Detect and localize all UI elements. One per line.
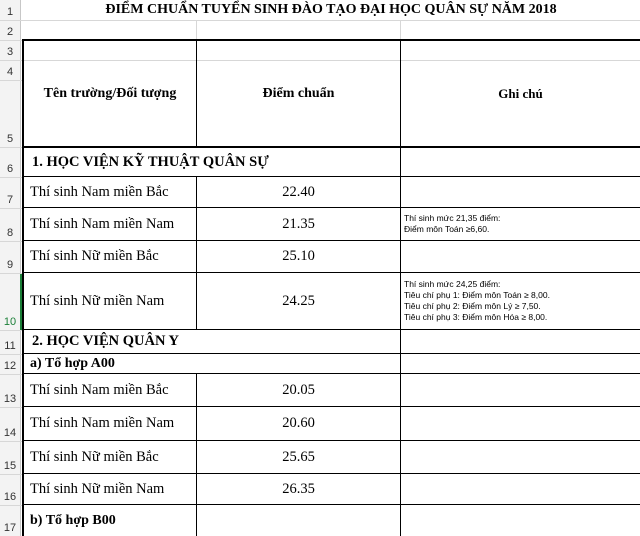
row-header-14[interactable]: 14 — [0, 407, 20, 441]
row-header-8[interactable]: 8 — [0, 208, 20, 241]
row-header-16[interactable]: 16 — [0, 474, 20, 505]
table-row-name[interactable]: Thí sinh Nữ miền Bắc — [30, 448, 159, 465]
table-row-name[interactable]: Thí sinh Nữ miền Nam — [30, 292, 165, 309]
row-header-3[interactable]: 3 — [0, 40, 20, 60]
row-header-5[interactable]: 5 — [0, 80, 20, 147]
note-line: Tiêu chí phụ 3: Điểm môn Hóa ≥ 8,00. — [404, 312, 548, 322]
table-row-name[interactable]: Thí sinh Nữ miền Nam — [30, 480, 165, 497]
table-row-name[interactable]: Thí sinh Nam miền Bắc — [30, 381, 169, 398]
note-line: Điểm môn Toán ≥6,60. — [404, 224, 490, 234]
subgroup-label-a00[interactable]: a) Tổ hợp A00 — [30, 355, 115, 371]
page-title[interactable]: ĐIỂM CHUẨN TUYỂN SINH ĐÀO TẠO ĐẠI HỌC QUÂN SỰ NĂM 2018 — [105, 2, 557, 17]
row-header-1[interactable]: 1 — [0, 0, 20, 20]
row-header-4[interactable]: 4 — [0, 60, 20, 80]
row-header-6[interactable]: 6 — [0, 147, 20, 177]
table-row-note[interactable] — [401, 208, 640, 240]
header-note[interactable]: Ghi chú — [498, 85, 543, 101]
table-row-score[interactable]: 21.35 — [282, 215, 315, 232]
row-header-13[interactable]: 13 — [0, 374, 20, 407]
table-row-note[interactable] — [401, 273, 640, 329]
table-row-score[interactable]: 25.65 — [282, 448, 315, 465]
header-score[interactable]: Điểm chuẩn — [262, 85, 335, 101]
row-header-7[interactable]: 7 — [0, 177, 20, 208]
row-header-11[interactable]: 11 — [0, 330, 20, 354]
row-header-17[interactable]: 17 — [0, 505, 20, 536]
subgroup-label-b00[interactable]: b) Tổ hợp B00 — [30, 512, 116, 528]
header-name[interactable]: Tên trường/Đối tượng — [43, 85, 177, 101]
table-row-score[interactable]: 22.40 — [282, 183, 315, 200]
section-title-1[interactable]: 1. HỌC VIỆN KỸ THUẬT QUÂN SỰ — [32, 153, 269, 170]
table-row-name[interactable]: Thí sinh Nam miền Nam — [30, 415, 175, 431]
table-row-score[interactable]: 20.60 — [282, 415, 315, 431]
table-row-score[interactable]: 24.25 — [282, 292, 315, 309]
note-line: Thí sinh mức 24,25 điểm: — [404, 279, 501, 289]
note-line: Thí sinh mức 21,35 điểm: — [404, 213, 501, 223]
row-header-9[interactable]: 9 — [0, 241, 20, 273]
section-title-2[interactable]: 2. HỌC VIỆN QUÂN Y — [32, 333, 180, 349]
table-row-name[interactable]: Thí sinh Nữ miền Bắc — [30, 248, 159, 264]
table-row-name[interactable]: Thí sinh Nam miền Nam — [30, 215, 175, 232]
table-row-score[interactable]: 26.35 — [282, 480, 315, 497]
table-row-score[interactable]: 20.05 — [282, 381, 315, 398]
note-line: Tiêu chí phụ 2: Điểm môn Lý ≥ 7,50. — [404, 301, 541, 311]
table-row-score[interactable]: 25.10 — [282, 248, 315, 264]
note-line: Tiêu chí phụ 1: Điểm môn Toán ≥ 8,00. — [404, 290, 550, 300]
row-header-12[interactable]: 12 — [0, 354, 20, 374]
row-header-10[interactable]: 10 — [0, 273, 20, 330]
row-header-2[interactable]: 2 — [0, 20, 20, 40]
row-header-15[interactable]: 15 — [0, 441, 20, 474]
table-row-name[interactable]: Thí sinh Nam miền Bắc — [30, 183, 169, 200]
